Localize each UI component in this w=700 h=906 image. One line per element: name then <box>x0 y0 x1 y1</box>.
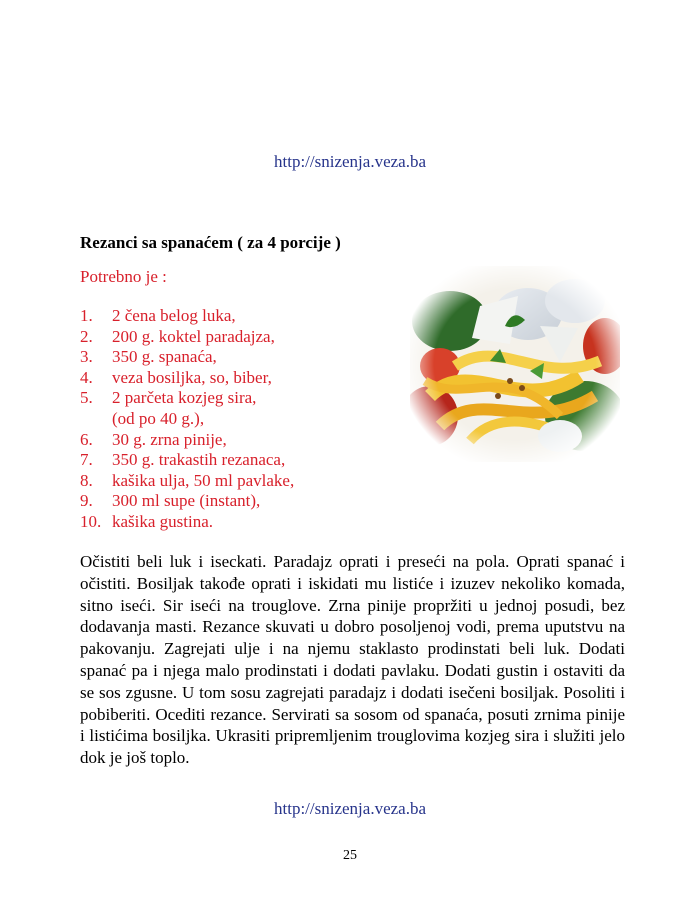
ingredient-item <box>80 327 294 348</box>
ingredient-number: 5. <box>80 388 93 408</box>
ingredient-item <box>80 347 294 368</box>
ingredient-item <box>80 409 294 430</box>
ingredient-number: 3. <box>80 347 93 367</box>
footer-url[interactable]: http://snizenja.veza.ba <box>274 799 426 818</box>
page-number: 25 <box>343 848 357 863</box>
ingredient-text: 2 čena belog luka, <box>112 306 236 325</box>
ingredient-item <box>80 388 294 409</box>
ingredient-text: 350 g. spanaća, <box>112 347 217 367</box>
ingredient-number: 6. <box>80 429 93 449</box>
ingredient-text: 200 g. koktel paradajza, <box>112 326 275 346</box>
ingredient-number: 10. <box>80 511 102 531</box>
ingredient-text: veza bosiljka, so, biber, <box>112 367 272 387</box>
ingredient-item <box>80 430 294 451</box>
instructions-paragraph: Očistiti beli luk i iseckati. Paradajz oprati i preseći na pola. Oprati spanać i očistiti. Bosiljak takođe oprati i iskidati mu listiće i izuzev nekoliko komada, sitno iseći. Sir iseći na trouglove. Zrna pinije propržiti u jednoj posudi, bez dodavanja masti. Rezance skuvati u dobro posoljenoj vodi, prema uputstvu na pakovanju. Zagrejati ulje i na njemu staklasto prodinstati beli luk. Dodati spanać pa i njega malo prodinstati i dodati pavlaku. Dodati gustin i ostaviti da se sos zgusne. U tom sosu zagrejati paradajz i dodati isečeni bosiljak. Posoliti i pobiberiti. Ocediti rezance. Servirati sa sosom od spanaća, posuti zrnima pinije i listićima bosiljka. Ukrasiti pripremljenim trouglovima kozjeg sira i služiti jelo dok je još toplo. <box>80 552 625 768</box>
ingredient-item <box>80 368 294 389</box>
ingredient-text: (od po 40 g.), <box>112 408 205 428</box>
ingredient-number: 4. <box>80 367 93 387</box>
ingredient-number: 9. <box>80 491 93 511</box>
ingredient-number: 1. <box>80 306 93 325</box>
dish-photo <box>410 266 620 462</box>
ingredient-item <box>80 471 294 492</box>
ingredient-text: 30 g. zrna pinije, <box>112 429 227 449</box>
ingredient-item <box>80 450 294 471</box>
ingredient-number: 7. <box>80 450 93 470</box>
ingredient-item <box>80 491 294 512</box>
recipe-title: Rezanci sa spanaćem ( za 4 porcije ) <box>80 233 341 252</box>
ingredient-number: 2. <box>80 326 93 346</box>
header-url[interactable]: http://snizenja.veza.ba <box>274 152 426 171</box>
ingredient-text: 2 parčeta kozjeg sira, <box>112 388 257 408</box>
ingredient-text: 350 g. trakastih rezanaca, <box>112 450 286 470</box>
ingredient-item <box>80 512 294 533</box>
ingredient-number: 8. <box>80 470 93 490</box>
ingredients-heading: Potrebno je : <box>80 267 167 286</box>
ingredient-item <box>80 306 294 327</box>
ingredient-text: 300 ml supe (instant), <box>112 491 261 511</box>
ingredient-text: kašika gustina. <box>112 511 214 531</box>
ingredient-list <box>80 306 294 533</box>
ingredient-text: kašika ulja, 50 ml pavlake, <box>112 470 295 490</box>
